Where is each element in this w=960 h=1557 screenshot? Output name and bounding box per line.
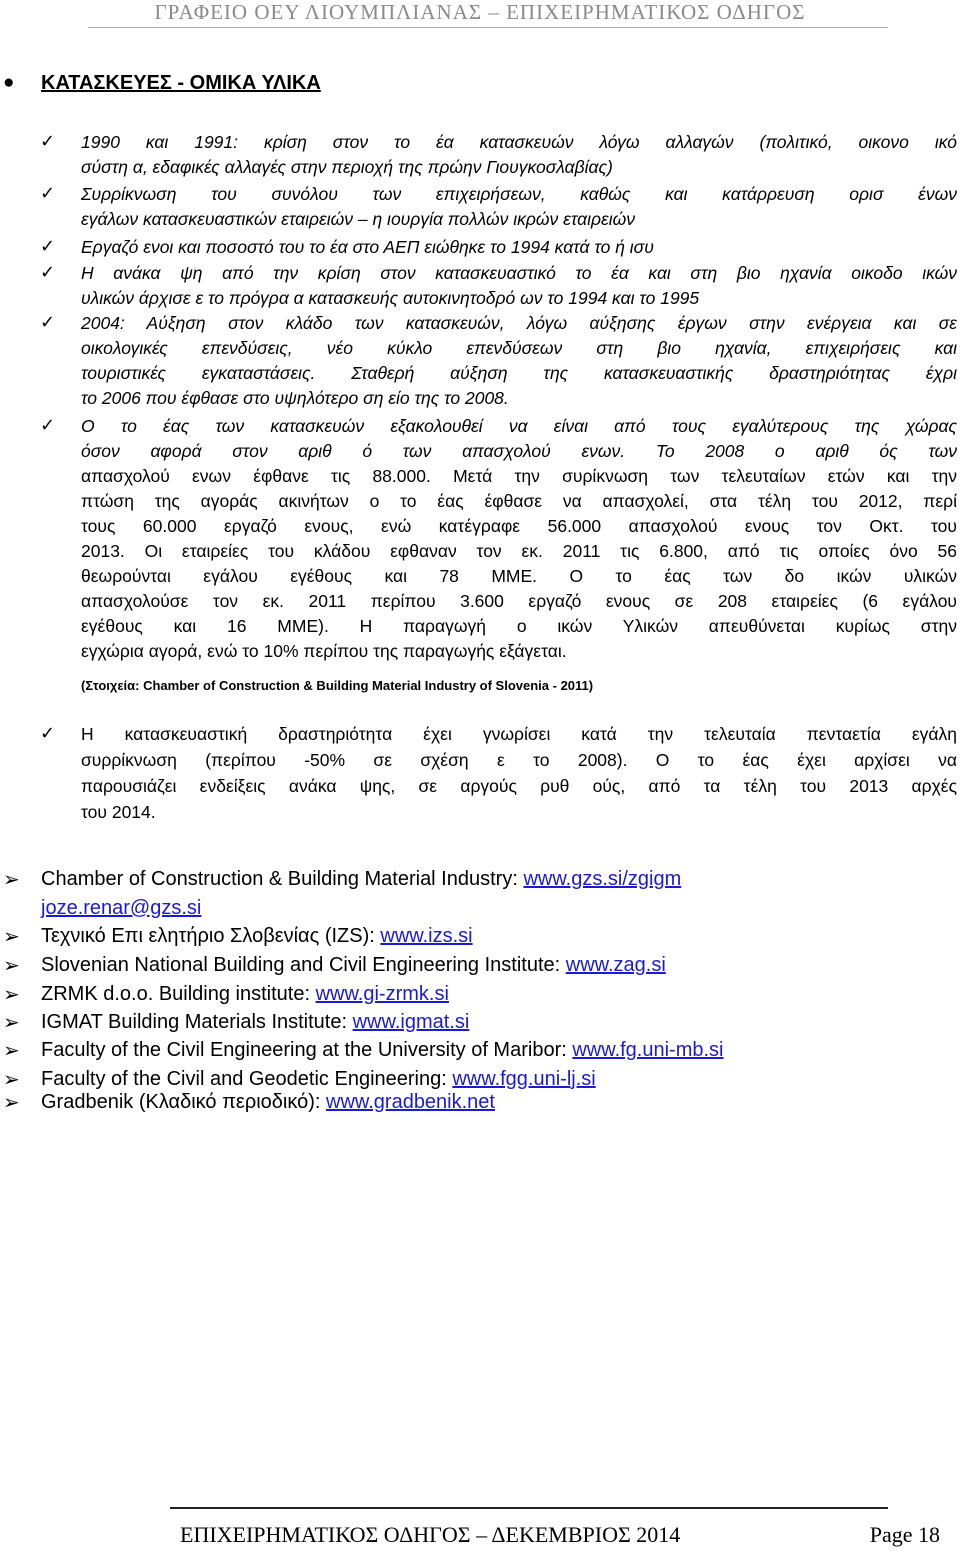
list-item-line: παρουσιάζει ενδείξεις ανάκα ψης, σε αργούς ρυθ ούς, από τα τέλη του 2013 αρχές [81,776,957,796]
list-item-line: Συρρίκνωση του συνόλου των επιχειρήσεων, καθώς και κατάρρευση ορισ ένων [81,184,957,204]
list-item-line: εγέθους και 16 ΜΜΕ). Η παραγωγή ο ικών Υλικών απευθύνεται κυρίως στην [81,616,957,636]
contact-label: Τεχνικό Επι ελητήριο Σλοβενίας (IZS): [41,925,381,947]
contact-item [0,1036,960,1064]
contact-link[interactable]: www.gi-zrmk.si [315,983,449,1005]
list-item-line: εγάλων κατασκευαστικών εταιρειών – η ιουργία πολλών ικρών εταιρειών [81,209,635,229]
footer-divider [170,1507,888,1509]
contact-label: ZRMK d.o.o. Building institute: [41,983,316,1005]
arrow-bullet-icon: ➢ [3,1038,20,1062]
list-item-line: θεωρούνται εγάλου εγέθους και 78 ΜΜΕ. Ο το έας των δο ικών υλικών [81,566,957,586]
list-item-line: 1990 και 1991: κρίση στον το έα κατασκευών λόγω αλλαγών (πολιτικό, οικονο ικό [81,132,957,152]
checkmark-icon: ✓ [40,183,56,204]
list-item-line: όσον αφορά στον αριθ ό των απασχολού ενων. Το 2008 ο αριθ ός των [81,441,957,461]
list-item-line: Ο το έας των κατασκευών εξακολουθεί να είναι από τους εγαλύτερους της χώρας [81,416,957,436]
checkmark-icon: ✓ [40,415,56,436]
list-item-line: πτώση της αγοράς ακινήτων ο το έας έφθασε να απασχολεί, στα τέλη του 2012, περί [81,491,957,511]
contact-link[interactable]: www.fg.uni-mb.si [572,1039,724,1061]
list-item-line: Η ανάκα ψη από την κρίση στον κατασκευαστικό το έα και στη βιο ηχανία οικοδο ικών [81,263,957,283]
arrow-bullet-icon: ➢ [3,1090,20,1114]
list-item-line: σύστη α, εδαφικές αλλαγές στην περιοχή της πρώην Γιουγκοσλαβίας) [81,157,613,177]
list-item-line: απασχολούσε τον εκ. 2011 περίπου 3.600 εργαζό ενους σε 208 εταιρείες (6 εγάλου [81,591,957,611]
section-heading [0,70,960,96]
list-item-line: τουριστικές εγκαταστάσεις. Σταθερή αύξηση της κατασκευαστικής δραστηριότητας έχρι [81,363,957,383]
checkmark-icon: ✓ [40,131,56,152]
list-item-line: υλικών άρχισε ε το πρόγρα α κατασκευής αυτοκινητοδρό ων το 1994 και το 1995 [81,288,700,308]
contact-link[interactable]: www.zag.si [565,954,666,976]
checkmark-icon: ✓ [40,236,56,257]
list-item-line: 2004: Αύξηση στον κλάδο των κατασκευών, λόγω αύξησης έργων στην ενέργεια και σε [81,313,957,333]
checkmark-icon: ✓ [40,262,56,283]
page-number: Page 18 [869,1522,940,1547]
checkmark-icon: ✓ [40,723,56,744]
contact-item [0,980,960,1008]
list-item-line: τους 60.000 εργαζό ενους, ενώ κατέγραφε 56.000 απασχολού ενους τον Οκτ. του [81,516,957,536]
contact-link[interactable]: www.gzs.si/zgigm [523,868,682,890]
arrow-bullet-icon: ➢ [3,924,20,948]
list-item-line: απασχολού ενων έφθανε τις 88.000. Μετά την συρίκνωση των τελευταίων ετών και την [81,466,957,486]
list-item-line: εγχώρια αγορά, ενώ το 10% περίπου της παραγωγής εξάγεται. [81,641,567,661]
contact-link[interactable]: www.izs.si [380,925,473,947]
contact-item [0,922,960,950]
contact-label: Chamber of Construction & Building Material Industry: [41,868,524,890]
contact-item [0,951,960,979]
contact-item [0,1088,960,1116]
list-item-line: Η κατασκευαστική δραστηριότητα έχει γνωρίσει κατά την τελευταία πενταετία εγάλη [81,724,957,744]
list-item-line: Εργαζό ενοι και ποσοστό του το έα στο ΑΕΠ ειώθηκε το 1994 κατά το ή ισυ [81,237,654,257]
contact-email-link[interactable]: joze.renar@gzs.si [41,897,202,919]
contact-label: Slovenian National Building and Civil Engineering Institute: [41,954,566,976]
contact-label: Faculty of the Civil and Geodetic Engineering: [41,1068,453,1090]
checkmark-icon: ✓ [40,312,56,333]
arrow-bullet-icon: ➢ [3,867,20,891]
contact-label: Gradbenik (Κλαδικό περιοδικό): [41,1091,326,1113]
arrow-bullet-icon: ➢ [3,982,20,1006]
page-footer [180,1518,940,1552]
list-item-line: οικολογικές επενδύσεις, νέο κύκλο επενδύσεων στη βιο ηχανία, επιχειρήσεις και [81,338,957,358]
arrow-bullet-icon: ➢ [3,1067,20,1091]
arrow-bullet-icon: ➢ [3,1010,20,1034]
contact-label: IGMAT Building Materials Institute: [41,1011,353,1033]
bullet-icon: ● [3,72,15,93]
list-item-line: 2013. Οι εταιρείες του κλάδου εφθαναν τον εκ. 2011 τις 6.800, από τις οποίες όνο 56 [81,541,957,561]
arrow-bullet-icon: ➢ [3,953,20,977]
header-divider [88,27,888,28]
source-note: (Στοιχεία: Chamber of Construction & Building Material Industry of Slovenia - 2011) [81,678,594,693]
contact-link[interactable]: www.fgg.uni-lj.si [452,1068,596,1090]
page-header: ΓΡΑΦΕΙΟ ΟΕΥ ΛΙΟΥΜΠΛΙΑΝΑΣ – ΕΠΙΧΕΙΡΗΜΑΤΙΚΟΣ ΟΔΗΓΟΣ [154,0,806,24]
contact-item [0,865,960,893]
list-item-line: του 2014. [81,802,156,822]
list-item-line: συρρίκνωση (περίπου -50% σε σχέση ε το 2008). Ο το έας έχει αρχίσει να [81,750,957,770]
footer-text: ΕΠΙΧΕΙΡΗΜΑΤΙΚΟΣ ΟΔΗΓΟΣ – ΔΕΚΕΜΒΡΙΟΣ 2014 [180,1522,681,1547]
contact-item [0,894,960,922]
list-item-line: το 2006 που έφθασε στο υψηλότερο ση είο της το 2008. [81,388,509,408]
contact-link[interactable]: www.gradbenik.net [326,1091,495,1113]
contact-label: Faculty of the Civil Engineering at the University of Maribor: [41,1039,573,1061]
section-title: ΚΑΤΑΣΚΕΥΕΣ - ΟΜΙΚΑ ΥΛΙΚΑ [41,72,321,94]
contact-item [0,1008,960,1036]
contact-link[interactable]: www.igmat.si [352,1011,470,1033]
